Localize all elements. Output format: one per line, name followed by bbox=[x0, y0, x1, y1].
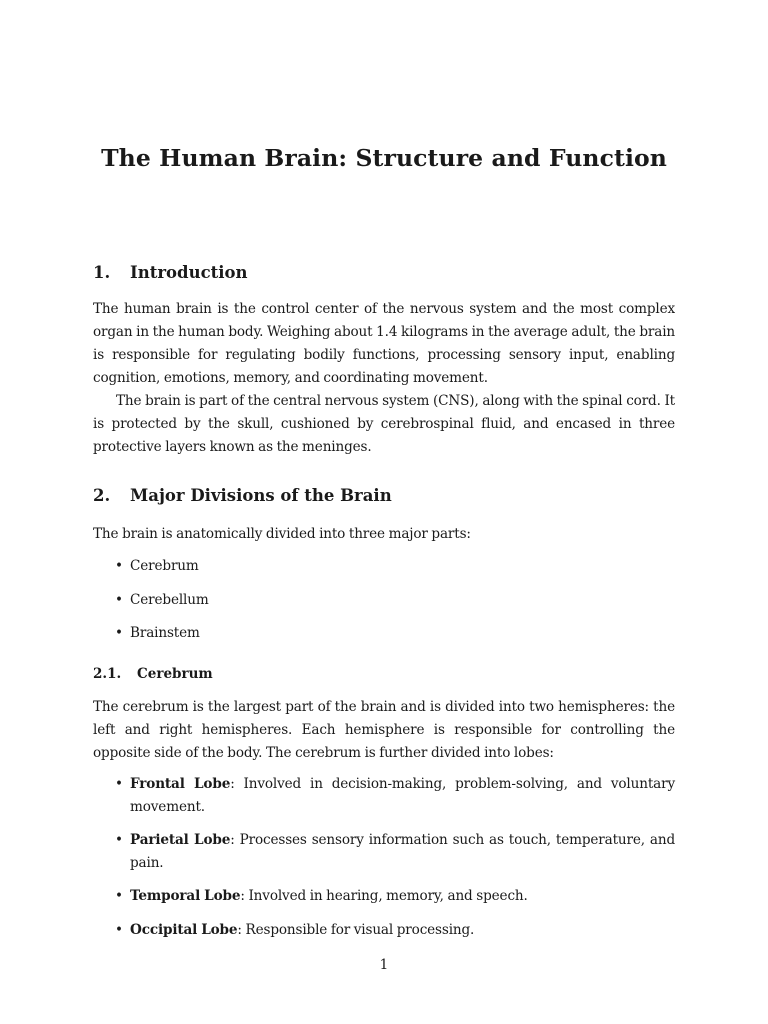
section-heading-introduction bbox=[93, 263, 248, 282]
bullet-icon: • bbox=[115, 888, 123, 904]
bullet-icon: • bbox=[115, 832, 123, 848]
list-item-temporal-lobe: • Temporal Lobe: Involved in hearing, memory, and speech. bbox=[93, 885, 675, 908]
section-title: Introduction bbox=[130, 263, 248, 282]
document-page bbox=[93, 0, 675, 1024]
section-title: Major Divisions of the Brain bbox=[130, 486, 392, 505]
paragraph: The human brain is the control center of the nervous system and the most complex organ in the human body. Weighing about 1.4 kilograms in the average adult, the brain is responsible for regulating bodily functions, processing sensory input, enabling cognition, emotions, memory, and coordinating movement. bbox=[93, 301, 675, 386]
page-number: 1 bbox=[379, 957, 389, 973]
divisions-list bbox=[93, 555, 675, 645]
paragraph: The cerebrum is the largest part of the brain and is divided into two hemispheres: the left and right hemispheres. Each hemisphere is responsible for controlling the opposite side of the body. The cerebrum is further divided into lobes: bbox=[93, 699, 675, 761]
section-number: 2. bbox=[93, 486, 111, 505]
list-item: • Brainstem bbox=[93, 622, 675, 645]
list-item-frontal-lobe: • Frontal Lobe: Involved in decision-making, problem-solving, and voluntary movement. bbox=[93, 773, 675, 818]
bullet-icon: • bbox=[115, 558, 123, 574]
bullet-icon: • bbox=[115, 776, 123, 792]
section-number: 1. bbox=[93, 263, 111, 282]
bullet-icon: • bbox=[115, 625, 123, 641]
section-heading-major-divisions bbox=[93, 486, 392, 505]
document-title: The Human Brain: Structure and Function bbox=[101, 144, 667, 172]
bullet-icon: • bbox=[115, 591, 123, 608]
bullet-icon: • bbox=[115, 921, 123, 938]
lobes-list bbox=[93, 773, 675, 941]
list-item-occipital-lobe: • Occipital Lobe: Responsible for visual processing. bbox=[93, 919, 675, 942]
subsection-heading-cerebrum bbox=[93, 666, 213, 682]
paragraph: The brain is part of the central nervous system (CNS), along with the spinal cord. It is protected by the skull, cushioned by cerebrospinal fluid, and encased in three protective layers known as the meninges. bbox=[93, 393, 675, 455]
paragraph: The brain is anatomically divided into three major parts: bbox=[93, 526, 471, 542]
list-item-parietal-lobe: • Parietal Lobe: Processes sensory information such as touch, temperature, and pain. bbox=[93, 829, 675, 874]
subsection-number: 2.1. bbox=[93, 666, 122, 682]
list-item: • Cerebellum bbox=[93, 589, 675, 612]
subsection-title: Cerebrum bbox=[137, 666, 213, 682]
list-item: • Cerebrum bbox=[93, 555, 675, 578]
